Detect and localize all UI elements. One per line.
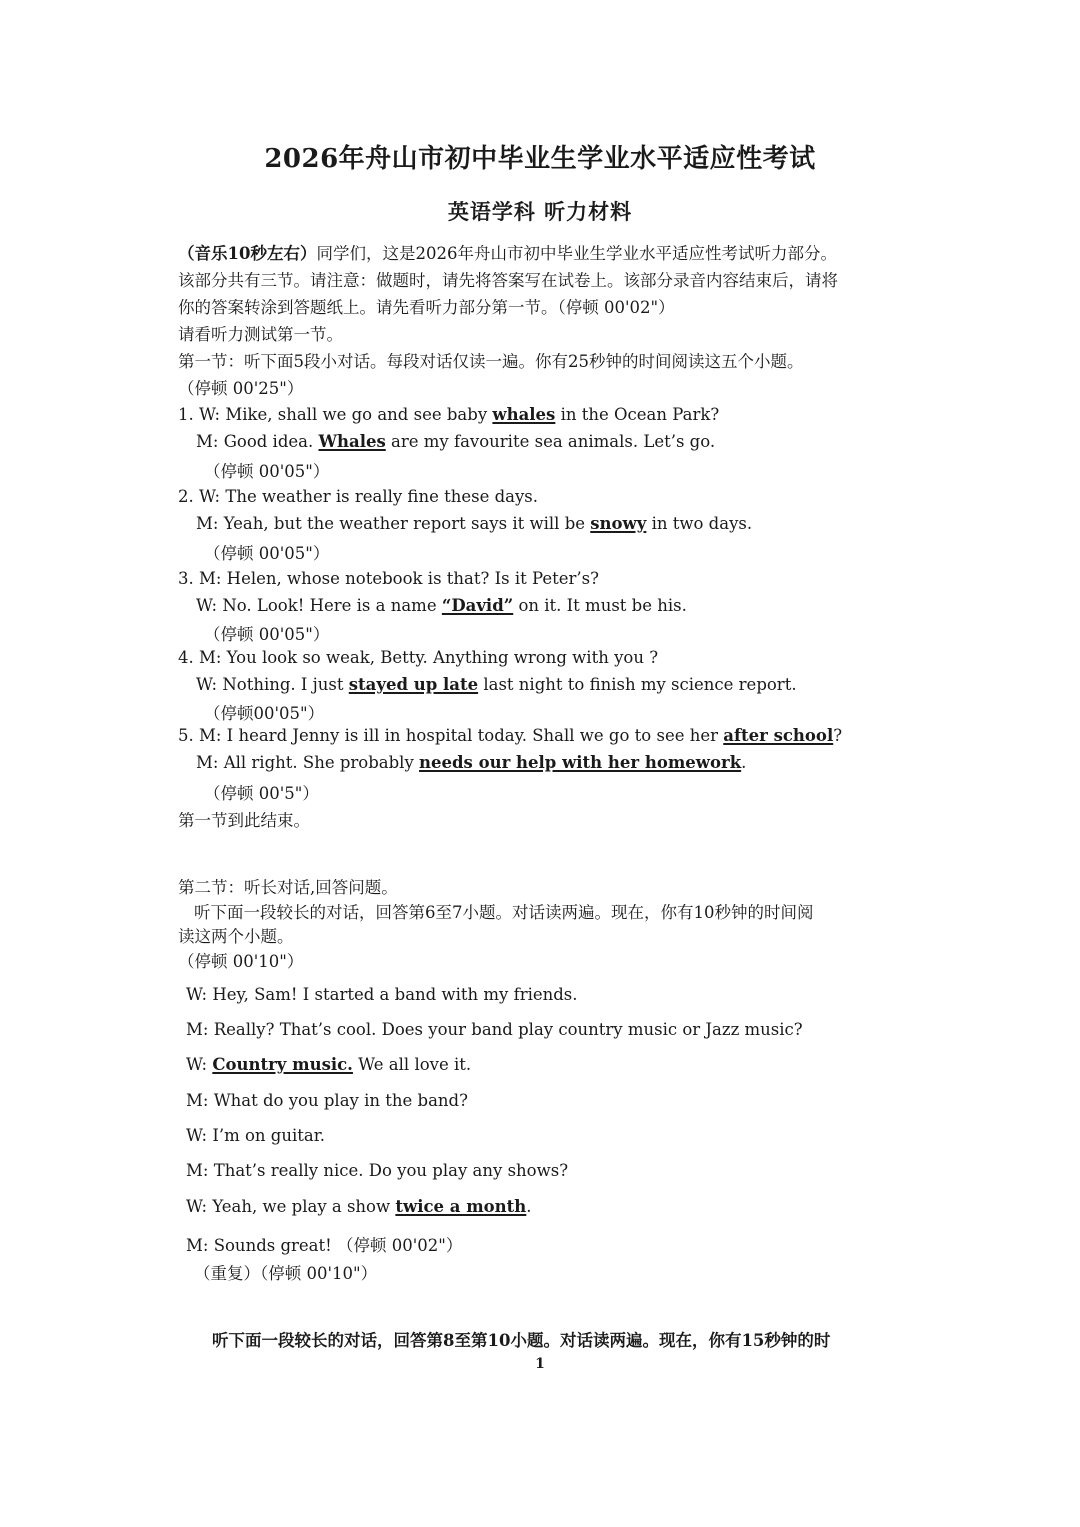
intro-line-2: 该部分共有三节。请注意：做题时，请先将答案写在试卷上。该部分录音内容结束后，请将	[178, 271, 838, 290]
section2-heading: 第二节：听长对话,回答问题。	[178, 878, 398, 897]
dialogue1-line-b: M: Good idea. Whales are my favourite sea animals. Let’s go.	[196, 432, 716, 451]
long-dialogue-line: W: Hey, Sam! I started a band with my friends.	[186, 985, 578, 1004]
section1-pause: （停顿 00'25"）	[178, 379, 304, 398]
intro-line-3: 你的答案转涂到答题纸上。请先看听力部分第一节。（停顿 00'02"）	[178, 298, 675, 317]
dialogue3-line-b: W: No. Look! Here is a name “David” on it. It must be his.	[196, 596, 687, 615]
long-dialogue-line: M: What do you play in the band?	[186, 1091, 468, 1110]
key-word: “David”	[441, 596, 514, 615]
section1-heading: 第一节：听下面5段小对话。每段对话仅读一遍。你有25秒钟的时间阅读这五个小题。	[178, 352, 804, 371]
long-dialogue-line: W: I’m on guitar.	[186, 1126, 326, 1145]
key-word: Country music.	[212, 1055, 353, 1074]
intro-line-1	[178, 240, 837, 264]
key-word: twice a month	[395, 1197, 527, 1216]
section2-pause: （停顿 00'10"）	[178, 952, 304, 971]
page-number: 1	[535, 1356, 545, 1372]
dialogue2-pause: （停顿 00'05"）	[204, 544, 330, 563]
dialogue4-line-a: 4. M: You look so weak, Betty. Anything wrong with you ?	[178, 648, 659, 667]
long-dialogue-line: W: Yeah, we play a show twice a month.	[186, 1197, 532, 1216]
key-word: snowy	[590, 514, 647, 533]
dialogue4-pause: （停顿00'05"）	[204, 704, 325, 723]
dialogue5-pause: （停顿 00'5"）	[204, 784, 319, 803]
long-dialogue-line: M: Sounds great! （停顿 00'02"）	[186, 1236, 463, 1255]
section2-instruction-1: 听下面一段较长的对话，回答第6至7小题。对话读两遍。现在，你有10秒钟的时间阅	[194, 903, 814, 922]
key-word: whales	[492, 405, 556, 424]
next-instruction: 听下面一段较长的对话，回答第8至第10小题。对话读两遍。现在，你有15秒钟的时	[212, 1331, 831, 1350]
dialogue2-line-b: M: Yeah, but the weather report says it will be snowy in two days.	[196, 514, 753, 533]
dialogue4-line-b: W: Nothing. I just stayed up late last night to finish my science report.	[196, 675, 797, 694]
key-word: after school	[723, 726, 834, 745]
page-title: 2026年舟山市初中毕业生学业水平适应性考试	[264, 144, 816, 174]
dialogue1-line-a: 1. W: Mike, shall we go and see baby whales in the Ocean Park?	[178, 405, 720, 424]
section2-instruction-2: 读这两个小题。	[178, 927, 294, 946]
intro-line-4: 请看听力测试第一节。	[178, 325, 343, 344]
page-subtitle: 英语学科 听力材料	[447, 199, 633, 224]
dialogue5-line-b: M: All right. She probably needs our help with her homework.	[196, 753, 747, 772]
long-dialogue-line: W: Country music. We all love it.	[186, 1055, 472, 1074]
dialogue5-line-a: 5. M: I heard Jenny is ill in hospital today. Shall we go to see her after school?	[178, 726, 843, 745]
key-word: needs our help with her homework	[419, 753, 742, 772]
long-dialogue-line: M: Really? That’s cool. Does your band play country music or Jazz music?	[186, 1020, 803, 1039]
long-dialogue-line: M: That’s really nice. Do you play any shows?	[186, 1161, 569, 1180]
section1-end: 第一节到此结束。	[178, 811, 310, 830]
repeat-note: （重复）（停顿 00'10"）	[194, 1264, 378, 1283]
intro-text: 同学们，这是2026年舟山市初中毕业生学业水平适应性考试听力部分。	[316, 244, 837, 263]
music-note: （音乐10秒左右）	[178, 244, 317, 263]
dialogue3-line-a: 3. M: Helen, whose notebook is that? Is it Peter’s?	[178, 569, 599, 588]
key-word: stayed up late	[348, 675, 479, 694]
dialogue3-pause: （停顿 00'05"）	[204, 625, 330, 644]
key-word: Whales	[318, 432, 386, 451]
dialogue1-pause: （停顿 00'05"）	[204, 462, 330, 481]
dialogue2-line-a: 2. W: The weather is really fine these days.	[178, 487, 539, 506]
